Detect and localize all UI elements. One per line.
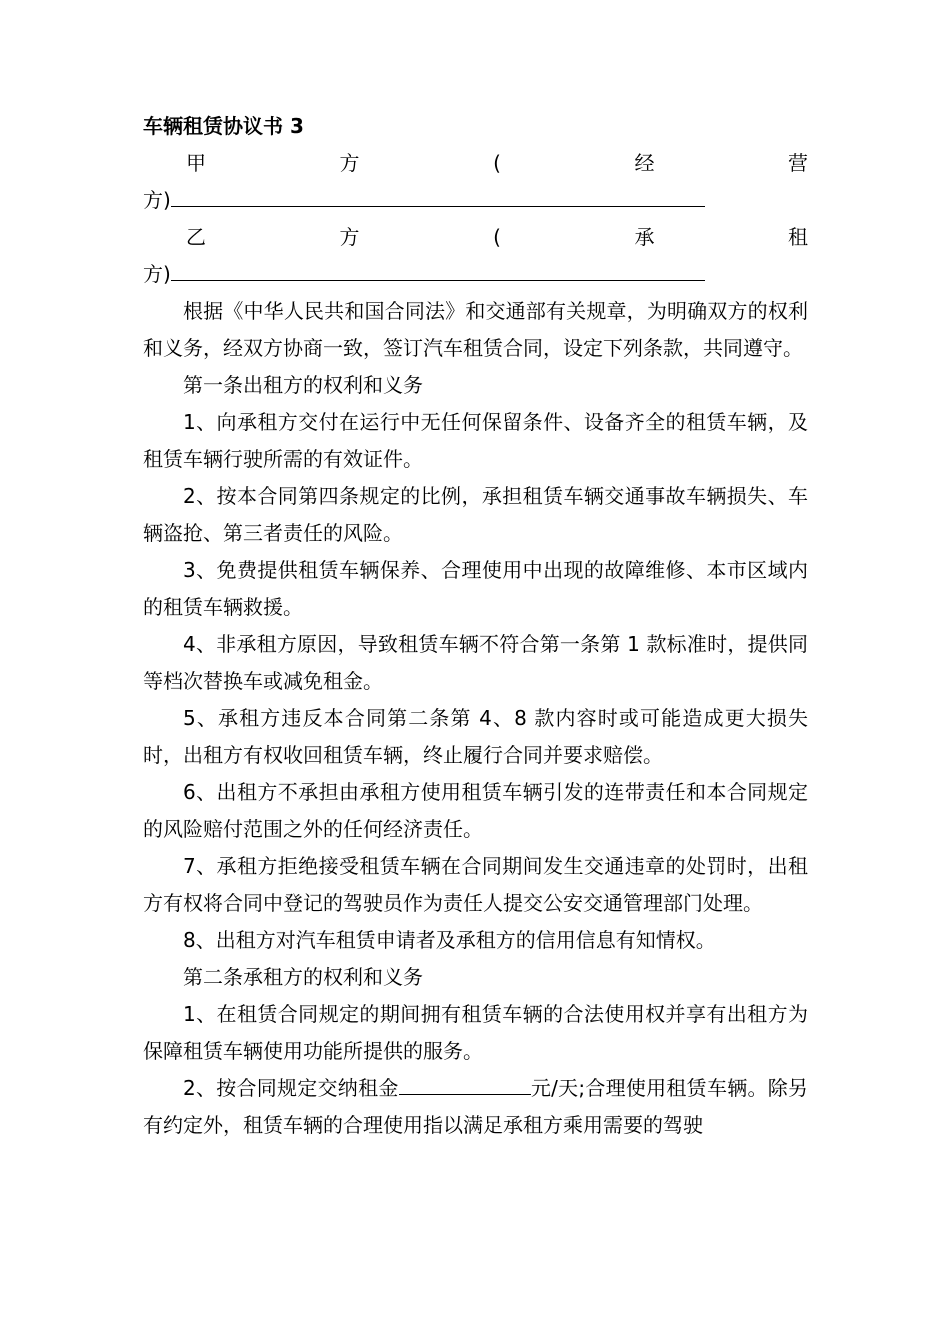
article-1-item: 4、非承租方原因，导致租赁车辆不符合第一条第 1 款标准时，提供同等档次替换车或减免租金。 <box>143 632 808 693</box>
article-2-item: 1、在租赁合同规定的期间拥有租赁车辆的合法使用权并享有出租方为保障租赁车辆使用功能所提供的服务。 <box>143 1002 808 1063</box>
party-a-char: 方 <box>339 151 360 175</box>
document-title: 车辆租赁协议书 3 <box>143 114 304 138</box>
party-a-char: 营 <box>788 151 808 175</box>
rent-text-after: 元/天;合理使用租赁车辆。除另有约定外，租赁车辆的合理使用指以满足承租方乘用需要的驾驶 <box>143 1076 808 1137</box>
party-b-line <box>143 256 808 293</box>
article-1-item: 5、承租方违反本合同第二条第 4、8 款内容时或可能造成更大损失时，出租方有权收回租赁车辆，终止履行合同并要求赔偿。 <box>143 706 808 767</box>
party-b-tail: 方) <box>143 262 171 286</box>
party-a-label <box>143 145 808 182</box>
party-b-blank[interactable] <box>171 260 705 281</box>
party-b-char: 乙 <box>186 225 206 249</box>
document-body <box>143 108 808 1144</box>
party-b-label <box>143 219 808 256</box>
article-2-item-rent <box>143 1070 808 1144</box>
party-a-char: 甲 <box>186 151 206 175</box>
party-a-tail: 方) <box>143 188 171 212</box>
article-1-heading: 第一条出租方的权利和义务 <box>183 373 423 397</box>
article-1-item: 1、向承租方交付在运行中无任何保留条件、设备齐全的租赁车辆，及租赁车辆行驶所需的有效证件。 <box>143 410 808 471</box>
article-1-item: 3、免费提供租赁车辆保养、合理使用中出现的故障维修、本市区域内的租赁车辆救援。 <box>143 558 808 619</box>
party-a-line <box>143 182 808 219</box>
article-1-item: 8、出租方对汽车租赁申请者及承租方的信用信息有知情权。 <box>183 928 716 952</box>
party-a-blank[interactable] <box>171 186 705 207</box>
party-b-char: 方 <box>339 225 360 249</box>
intro-paragraph: 根据《中华人民共和国合同法》和交通部有关规章，为明确双方的权利和义务，经双方协商一致，签订汽车租赁合同，设定下列条款，共同遵守。 <box>143 299 808 360</box>
party-b-char: 承 <box>634 225 655 249</box>
party-a-char: ( <box>493 151 501 175</box>
party-a-char: 经 <box>634 151 655 175</box>
article-1-item: 2、按本合同第四条规定的比例，承担租赁车辆交通事故车辆损失、车辆盗抢、第三者责任的风险。 <box>143 484 808 545</box>
rent-amount-blank[interactable] <box>399 1074 531 1095</box>
rent-text-before: 2、按合同规定交纳租金 <box>183 1076 399 1100</box>
article-2-heading: 第二条承租方的权利和义务 <box>183 965 423 989</box>
party-b-char: ( <box>493 225 501 249</box>
party-b-char: 租 <box>788 225 808 249</box>
article-1-item: 6、出租方不承担由承租方使用租赁车辆引发的连带责任和本合同规定的风险赔付范围之外的任何经济责任。 <box>143 780 808 841</box>
article-1-item: 7、承租方拒绝接受租赁车辆在合同期间发生交通违章的处罚时，出租方有权将合同中登记的驾驶员作为责任人提交公安交通管理部门处理。 <box>143 854 808 915</box>
